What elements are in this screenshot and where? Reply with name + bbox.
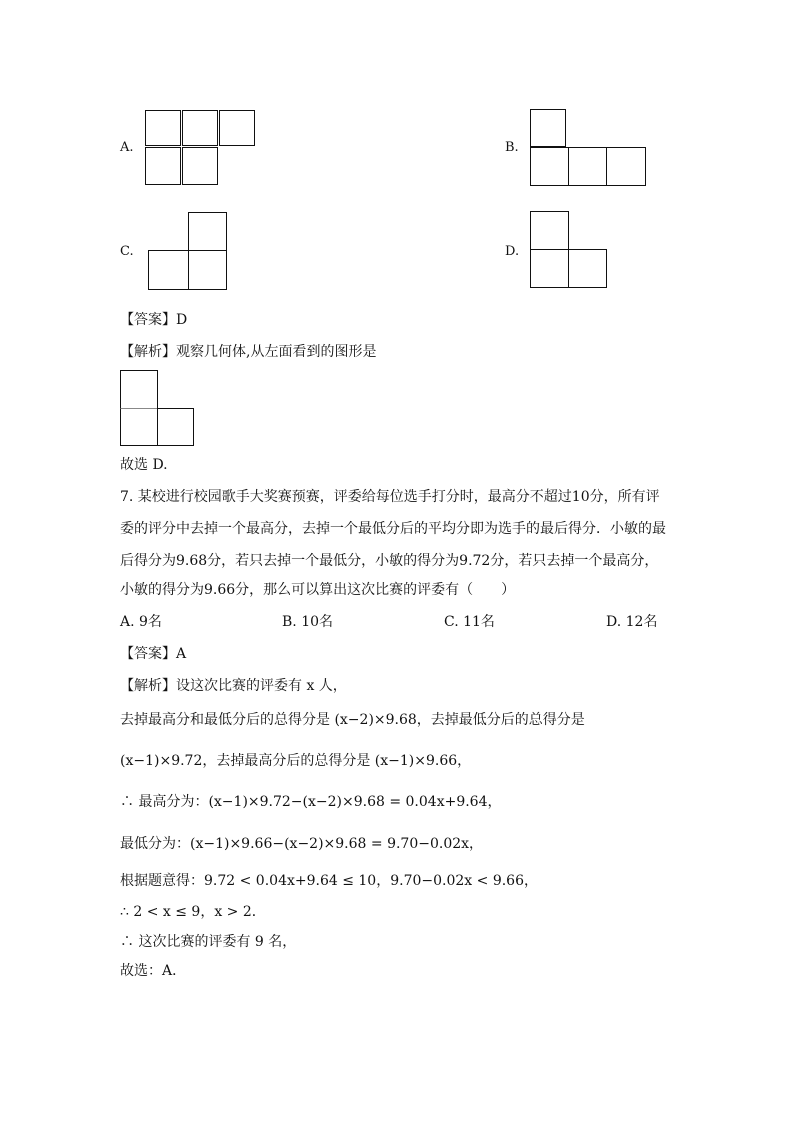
option-d-label: D. — [505, 244, 520, 259]
square — [530, 147, 569, 186]
square — [188, 212, 227, 251]
option-a-label: A. — [120, 140, 134, 155]
square — [530, 211, 569, 250]
square — [145, 110, 181, 146]
q7-analysis-line: 去掉最高分和最低分后的总得分是 (x−2)×9.68，去掉最低分后的总得分是 — [120, 712, 585, 728]
q7-choice-b: B. 10名 — [282, 614, 334, 630]
square — [530, 249, 569, 288]
square — [148, 250, 189, 290]
q7-analysis-line: 根据题意得：9.72 < 0.04x+9.64 ≤ 10，9.70−0.02x < 9.66， — [120, 873, 538, 889]
q7-analysis-line: 【解析】设这次比赛的评委有 x 人， — [120, 678, 347, 694]
square — [568, 249, 607, 288]
q7-choice-d: D. 12名 — [606, 614, 658, 630]
square — [568, 147, 607, 186]
q7-answer: 【答案】A — [120, 646, 187, 662]
square — [219, 110, 255, 146]
square — [530, 109, 566, 147]
q7-choice-a: A. 9名 — [120, 614, 162, 630]
option-b-label: B. — [505, 140, 519, 155]
square — [182, 110, 218, 146]
q7-stem-line: 委的评分中去掉一个最高分，去掉一个最低分后的平均分即为选手的最后得分．小敏的最 — [120, 521, 666, 537]
q7-analysis-line: ∴ 2 < x ≤ 9，x > 2． — [120, 904, 266, 920]
q7-choice-c: C. 11名 — [444, 614, 495, 630]
q7-stem-line: 7. 某校进行校园歌手大奖赛预赛，评委给每位选手打分时，最高分不超过10分，所有评 — [120, 489, 660, 505]
q7-analysis-line: (x−1)×9.72，去掉最高分后的总得分是 (x−1)×9.66， — [120, 753, 472, 769]
square — [145, 147, 181, 185]
square — [120, 370, 158, 409]
q7-stem-line: 后得分为9.68分，若只去掉一个最低分，小敏的得分为9.72分，若只去掉一个最高分， — [120, 553, 659, 569]
square — [157, 408, 194, 446]
option-c-label: C. — [120, 244, 134, 259]
square — [120, 408, 158, 446]
square — [606, 147, 646, 186]
q6-analysis: 【解析】观察几何体,从左面看到的图形是 — [120, 344, 377, 360]
q7-analysis-line: ∴ 最高分为：(x−1)×9.72−(x−2)×9.68 = 0.04x+9.64， — [120, 794, 502, 810]
q7-conclusion: 故选：A． — [120, 963, 187, 979]
square — [182, 147, 218, 185]
square — [188, 250, 227, 290]
q6-conclusion: 故选 D. — [120, 457, 168, 473]
q7-analysis-line: 最低分为：(x−1)×9.66−(x−2)×9.68 = 9.70−0.02x， — [120, 836, 484, 852]
q6-answer: 【答案】D — [120, 312, 188, 328]
q7-stem-line: 小敏的得分为9.66分，那么可以算出这次比赛的评委有（ ） — [120, 582, 516, 598]
q7-analysis-line: ∴ 这次比赛的评委有 9 名， — [120, 934, 297, 950]
